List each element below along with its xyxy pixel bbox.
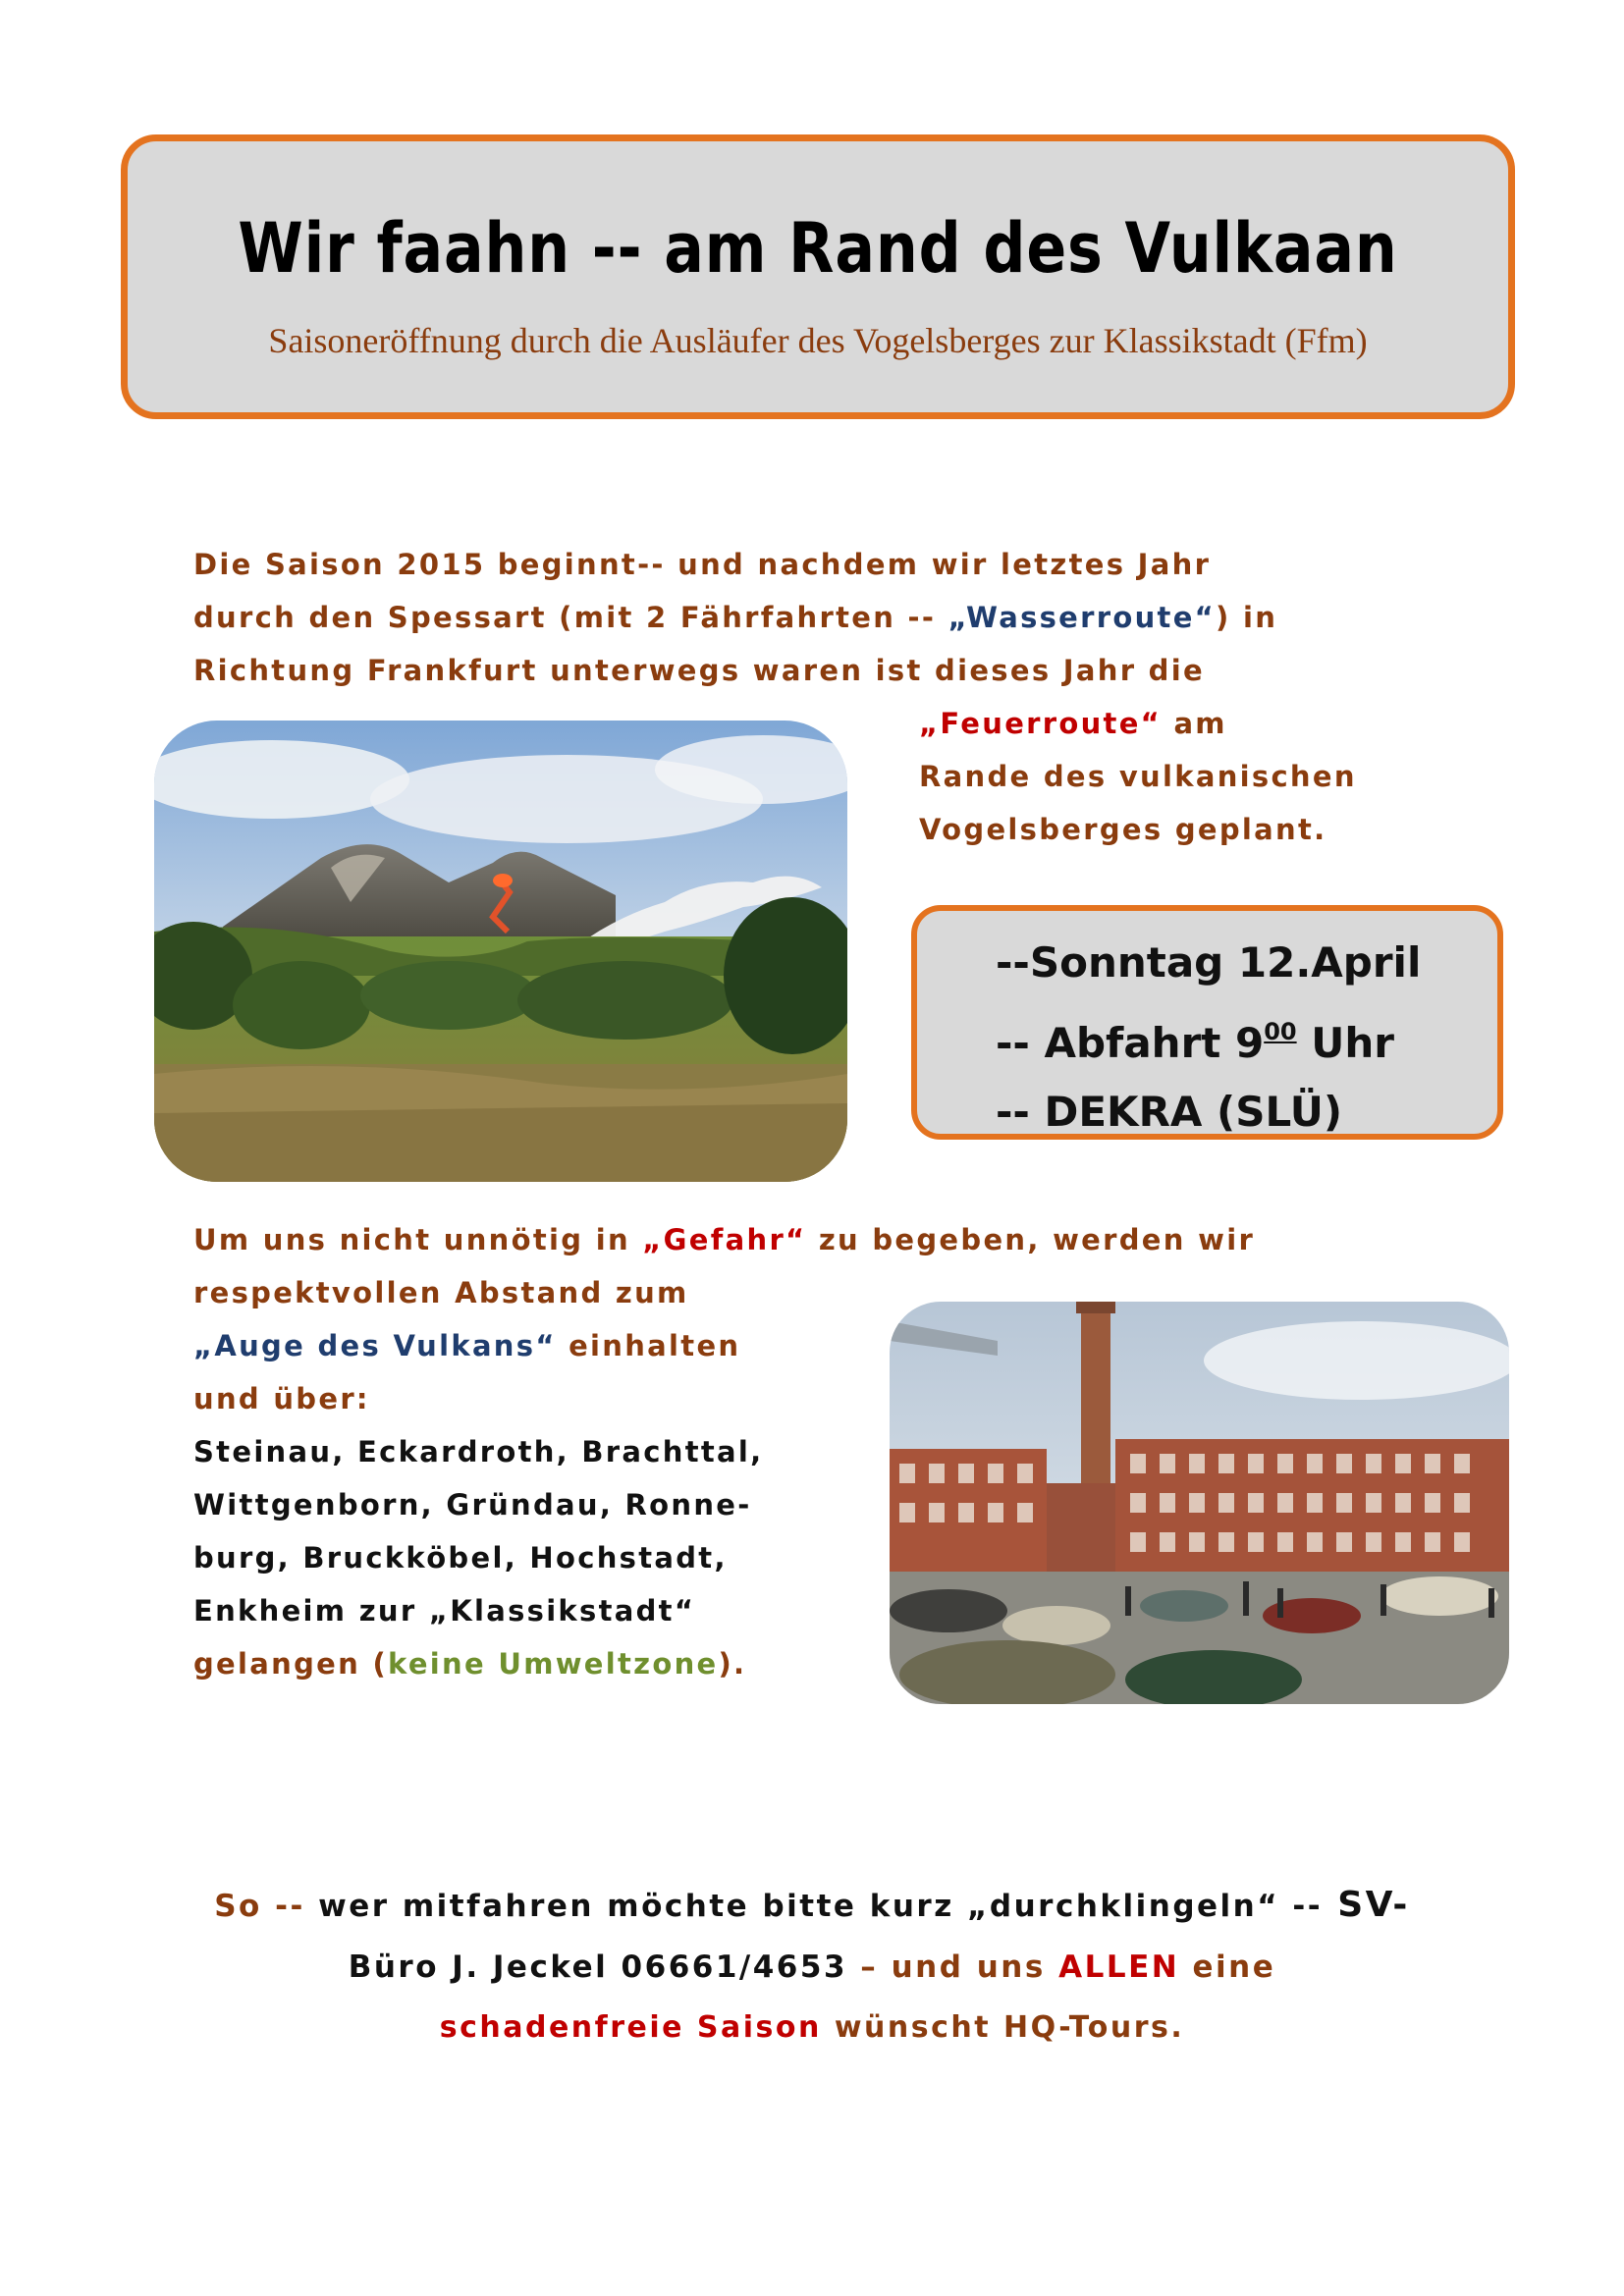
route-text: ). — [718, 1647, 747, 1681]
route-stops-line: Enkheim zur „Klassikstadt“ — [193, 1594, 696, 1628]
closing-line — [0, 1875, 1624, 1937]
umweltzone-label: keine Umweltzone — [388, 1647, 719, 1681]
auge-label: „Auge des Vulkans“ — [193, 1329, 557, 1362]
closing-line — [0, 1998, 1624, 2058]
intro-text: am — [1162, 707, 1227, 740]
route-stops-line: Steinau, Eckardroth, Brachttal, — [193, 1435, 764, 1468]
closing-text: So -- — [214, 1889, 305, 1924]
closing-contact: Büro J. Jeckel 06661/4653 — [348, 1949, 848, 1985]
closing-text: – und uns — [847, 1949, 1059, 1985]
closing-line — [0, 1937, 1624, 1998]
schadenfreie-saison-label: schadenfreie Saison — [439, 2010, 822, 2045]
klassikstadt-photo — [890, 1302, 1509, 1704]
event-info-box — [911, 905, 1503, 1140]
volcano-photo — [154, 721, 847, 1182]
route-line: respektvollen Abstand zum — [193, 1276, 689, 1309]
route-text: zu begeben, werden wir — [806, 1223, 1256, 1256]
route-stops-line: Wittgenborn, Gründau, Ronne- — [193, 1488, 752, 1522]
departure-text: -- Abfahrt 9 — [996, 1019, 1265, 1067]
route-text: gelangen ( — [193, 1647, 389, 1681]
closing-text: wünscht HQ-Tours. — [821, 2010, 1185, 2045]
departure-unit: Uhr — [1296, 1019, 1394, 1067]
route-stops-line: burg, Bruckköbel, Hochstadt, — [193, 1541, 728, 1575]
intro-text: durch den Spessart (mit 2 Fährfahrten -- — [193, 601, 948, 634]
closing-text: wer mitfahren möchte bitte kurz „durchklingeln“ -- — [304, 1889, 1324, 1924]
closing-paragraph — [0, 1875, 1624, 2058]
event-departure — [996, 997, 1421, 1078]
intro-line — [193, 591, 1277, 644]
closing-text: SV- — [1323, 1885, 1410, 1925]
route-text: Um uns nicht unnötig in — [193, 1223, 643, 1256]
event-meeting-point: -- DEKRA (SLÜ) — [996, 1088, 1343, 1136]
page-subtitle: Saisoneröffnung durch die Ausläufer des Vogelsberges zur Klassikstadt (Ffm) — [268, 321, 1368, 360]
route-line: und über: — [193, 1382, 370, 1415]
event-date: --Sonntag 12.April — [996, 938, 1422, 987]
route-line — [193, 1213, 1255, 1266]
intro-line: Rande des vulkanischen — [919, 760, 1357, 793]
intro-line: Richtung Frankfurt unterwegs waren ist dieses Jahr die — [193, 654, 1205, 687]
header-box — [121, 134, 1515, 419]
allen-label: ALLEN — [1058, 1949, 1180, 1985]
feuerroute-label: „Feuerroute“ — [919, 707, 1163, 740]
wasserroute-label: „Wasserroute“ — [947, 601, 1217, 634]
route-text: einhalten — [556, 1329, 741, 1362]
event-info-lines — [996, 929, 1421, 1147]
intro-text: ) in — [1216, 601, 1278, 634]
intro-line: Die Saison 2015 beginnt-- und nachdem wir letztes Jahr — [193, 548, 1212, 581]
page-title: Wir faahn -- am Rand des Vulkaan — [238, 208, 1398, 289]
intro-line: Vogelsberges geplant. — [919, 813, 1327, 846]
closing-text: eine — [1179, 1949, 1276, 1985]
intro-line — [919, 697, 1357, 750]
departure-minutes: 00 — [1264, 1018, 1297, 1045]
intro-paragraph — [193, 538, 1277, 697]
intro-paragraph-continued — [919, 697, 1357, 856]
gefahr-label: „Gefahr“ — [642, 1223, 807, 1256]
